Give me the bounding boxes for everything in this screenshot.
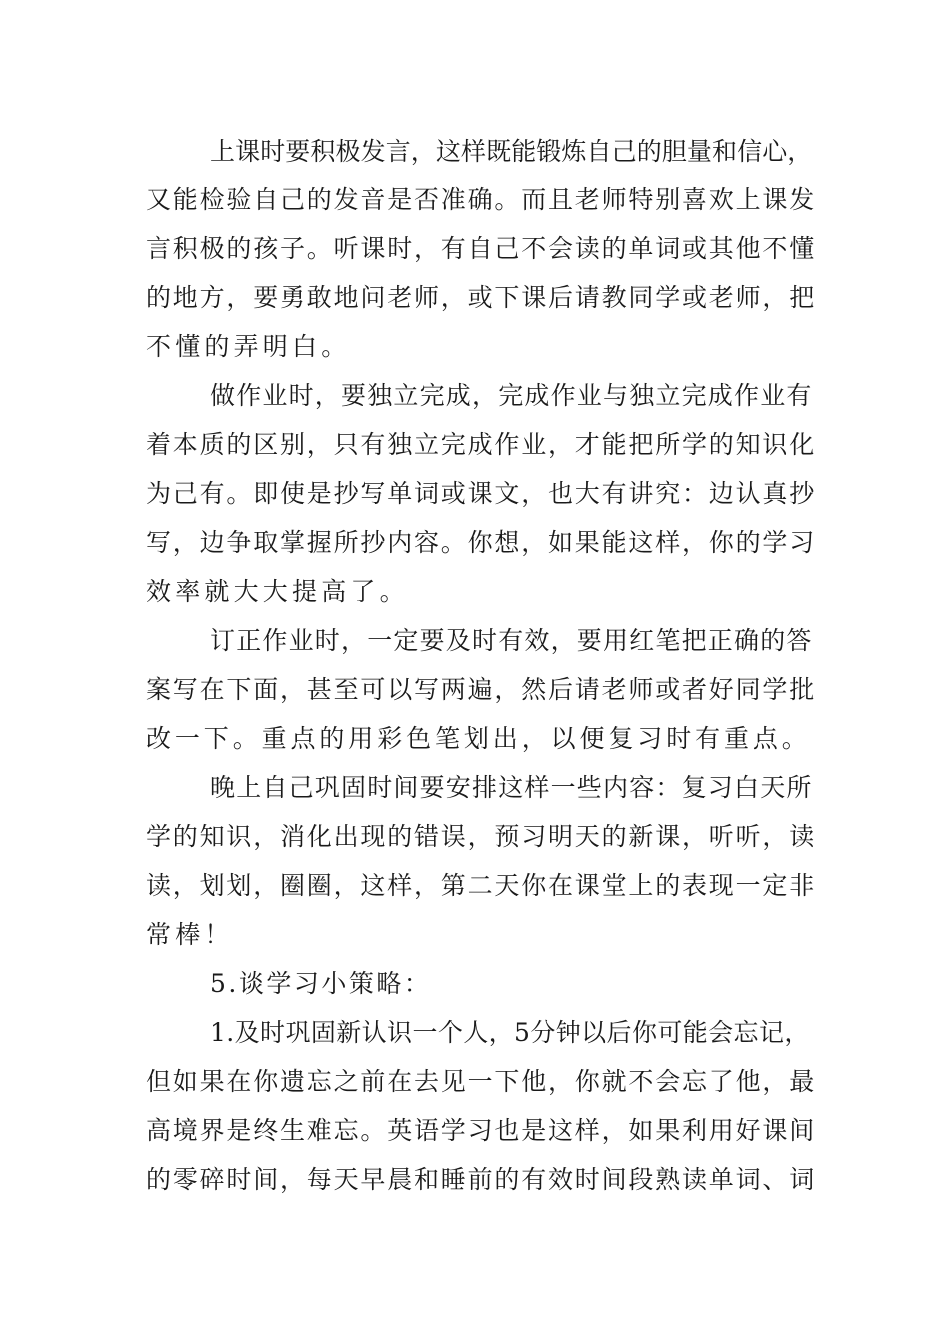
paragraph-line: 上课时要积极发言，这样既能锻炼自己的胆量和信心， [210,137,813,166]
paragraph-line: 着本质的区别，只有独立完成作业，才能把所学的知识化 [146,430,817,459]
paragraph-line: 常棒！ [146,920,234,949]
paragraph-line: 晚上自己巩固时间要安排这样一些内容：复习白天所 [210,773,813,802]
paragraph-line: 的地方，要勇敢地问老师，或下课后请教同学或老师，把 [146,283,817,312]
paragraph-line: 的零碎时间，每天早晨和睡前的有效时间段熟读单词、词 [146,1165,817,1194]
paragraph-line: 言积极的孩子。听课时，有自己不会读的单词或其他不懂 [146,234,817,263]
paragraph-line: 效率就大大提高了。 [146,577,409,606]
paragraph-line: 1.及时巩固新认识一个人，5分钟以后你可能会忘记， [210,1018,810,1047]
paragraph-line: 为己有。即使是抄写单词或课文，也大有讲究：边认真抄 [146,479,817,508]
paragraph-line: 学的知识，消化出现的错误，预习明天的新课，听听，读 [146,822,817,851]
paragraph-line: 案写在下面，甚至可以写两遍，然后请老师或者好同学批 [146,675,817,704]
paragraph-line: 又能检验自己的发音是否准确。而且老师特别喜欢上课发 [146,185,817,214]
paragraph-line: 做作业时，要独立完成，完成作业与独立完成作业有 [210,381,813,410]
section-heading: 5.谈学习小策略： [210,969,432,998]
paragraph-line: 订正作业时，一定要及时有效，要用红笔把正确的答 [210,626,813,655]
paragraph-line: 读，划划，圈圈，这样，第二天你在课堂上的表现一定非 [146,871,817,900]
paragraph-line: 改一下。重点的用彩色笔划出，以便复习时有重点。 [146,724,811,753]
paragraph-line: 高境界是终生难忘。英语学习也是这样，如果利用好课间 [146,1116,817,1145]
paragraph-line: 不懂的弄明白。 [146,332,351,361]
paragraph-line: 写，边争取掌握所抄内容。你想，如果能这样，你的学习 [146,528,817,557]
paragraph-line: 但如果在你遗忘之前在去见一下他，你就不会忘了他，最 [146,1067,817,1096]
